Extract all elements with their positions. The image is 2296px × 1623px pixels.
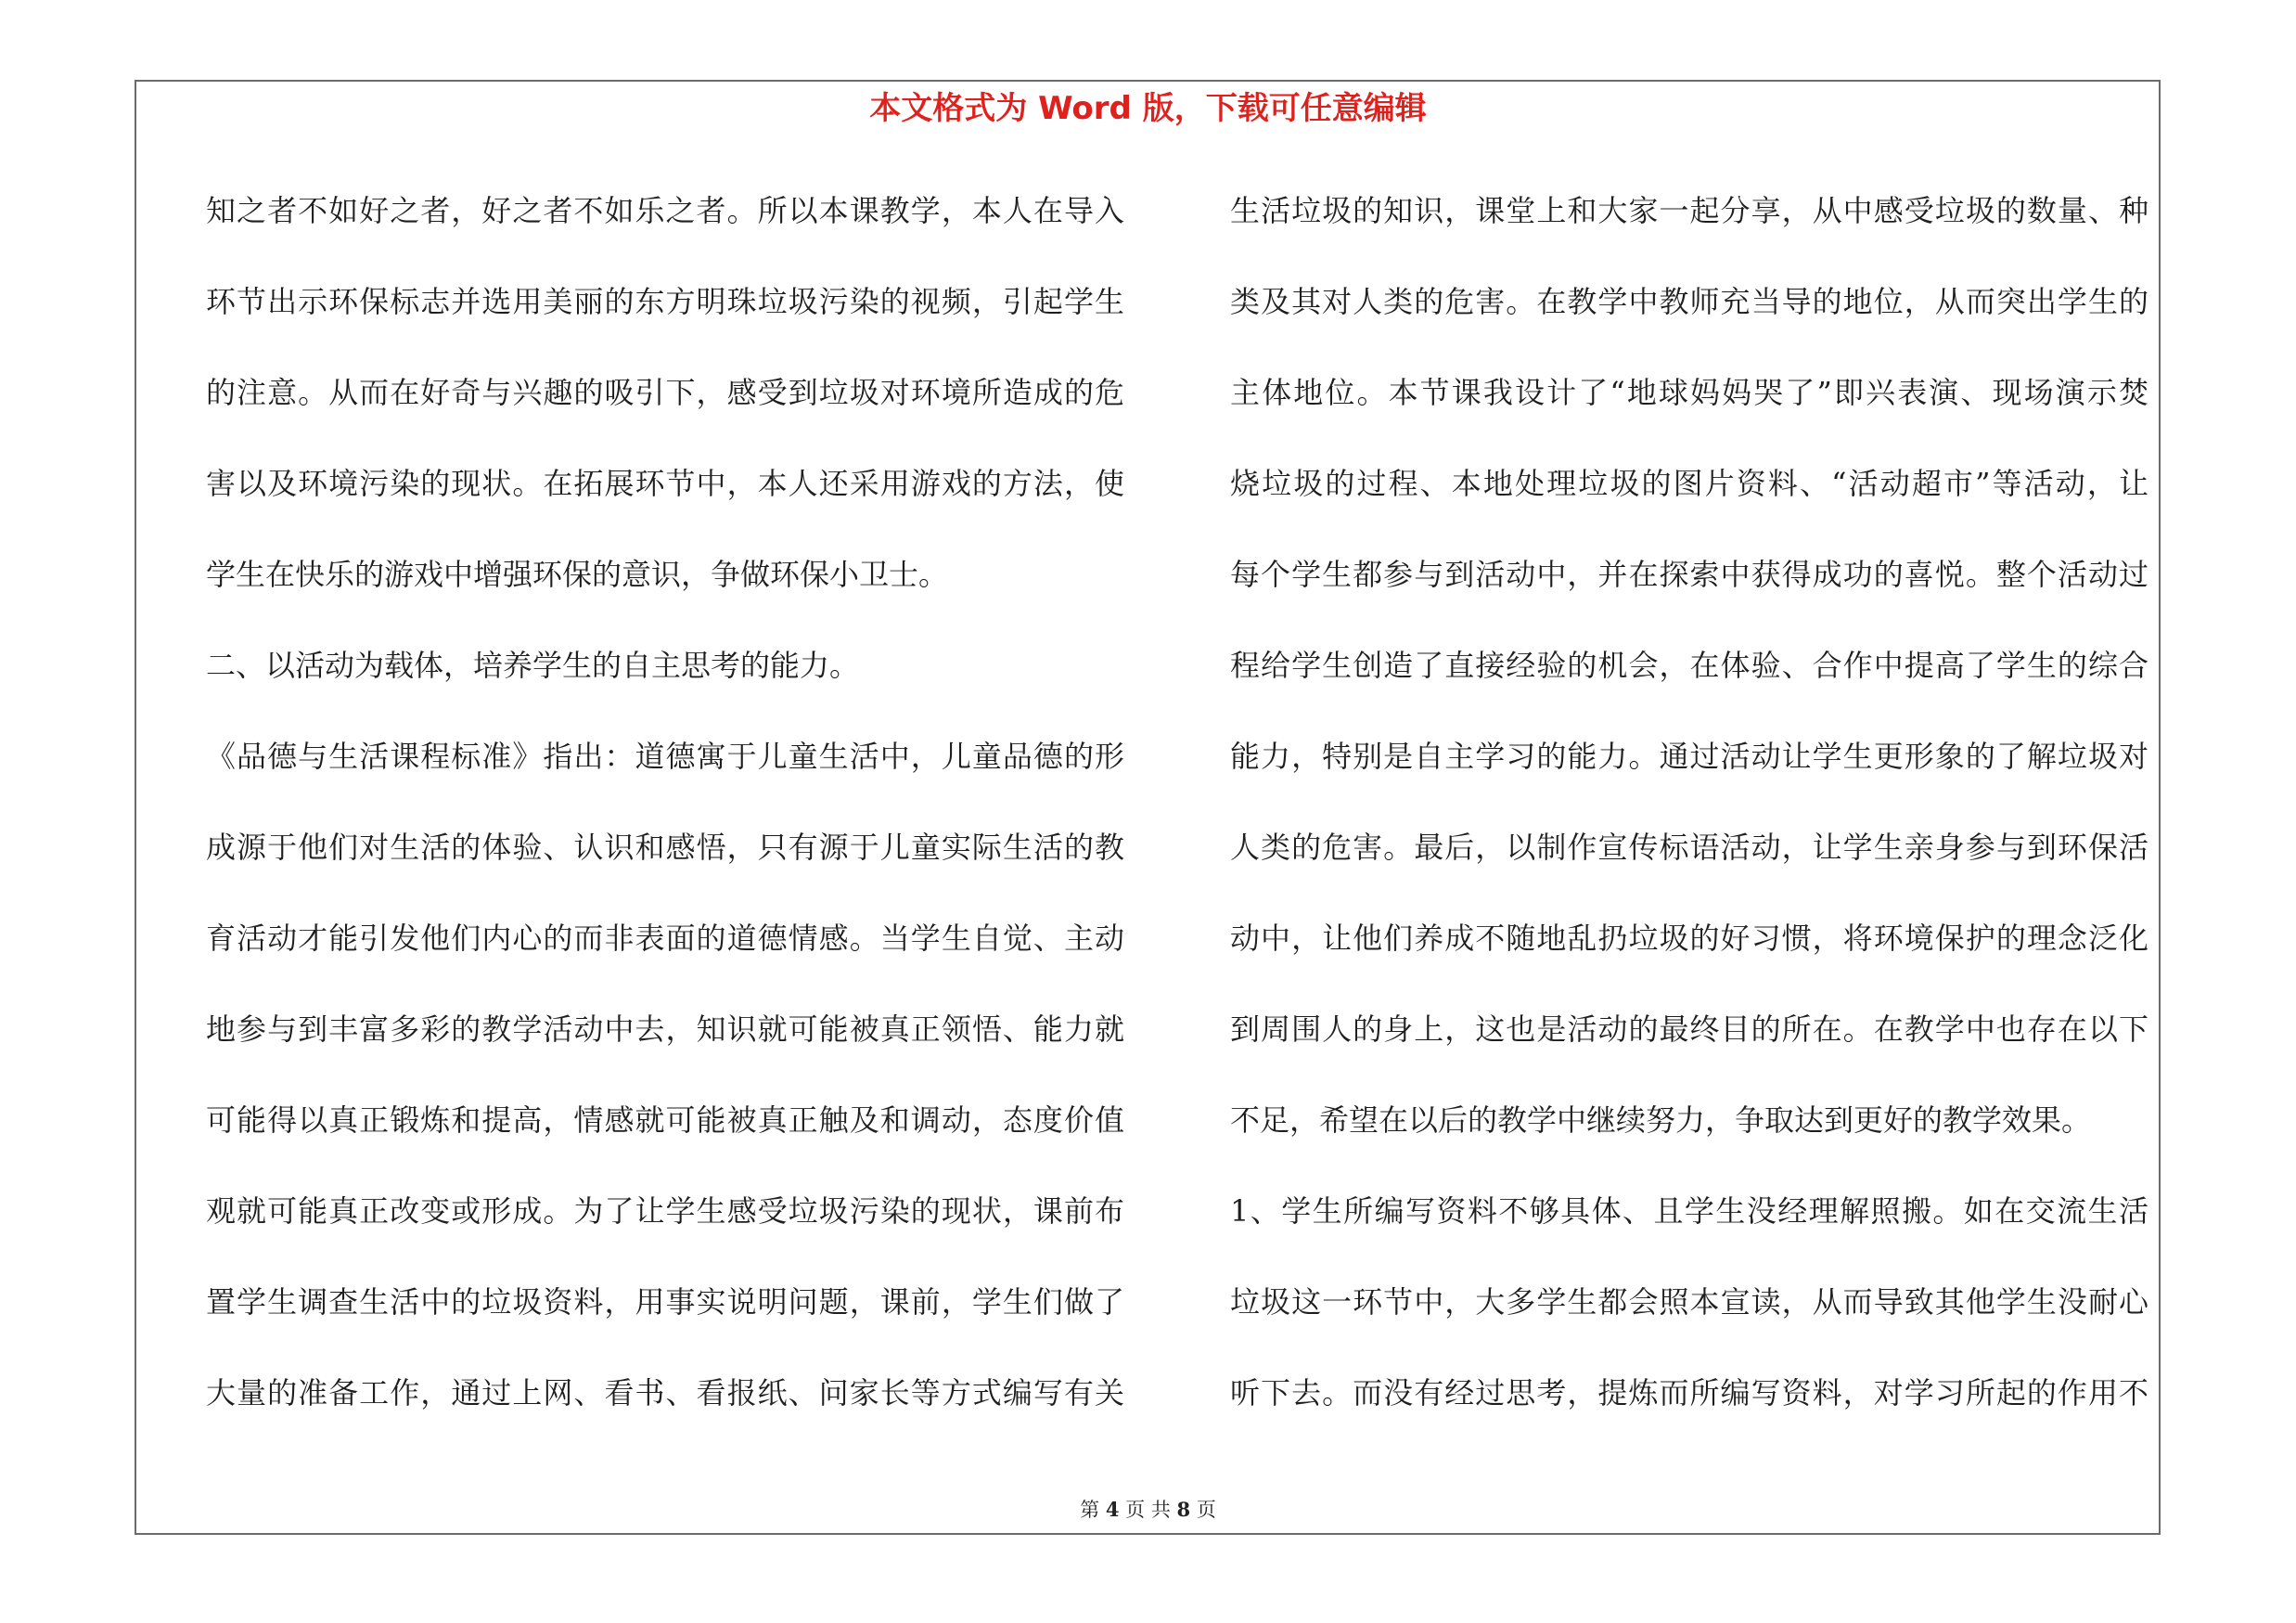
footer-suffix: 页 bbox=[1196, 1499, 1216, 1521]
total-page-count: 8 bbox=[1176, 1498, 1191, 1521]
text-line: 成源于他们对生活的体验、认识和感悟，只有源于儿童实际生活的教 bbox=[206, 830, 1124, 865]
text-line: 每个学生都参与到活动中，并在探索中获得成功的喜悦。整个活动过 bbox=[1230, 557, 2148, 592]
text-line: 害以及环境污染的现状。在拓展环节中，本人还采用游戏的方法，使 bbox=[206, 466, 1124, 501]
text-line: 观就可能真正改变或形成。为了让学生感受垃圾污染的现状，课前布 bbox=[206, 1193, 1124, 1229]
text-line: 大量的准备工作，通过上网、看书、看报纸、问家长等方式编写有关 bbox=[206, 1375, 1124, 1410]
text-line: 烧垃圾的过程、本地处理垃圾的图片资料、“活动超市”等活动，让 bbox=[1230, 466, 2148, 501]
text-line: 听下去。而没有经过思考，提炼而所编写资料，对学习所起的作用不 bbox=[1230, 1375, 2148, 1410]
page-footer bbox=[0, 1496, 2296, 1524]
text-line: 不足，希望在以后的教学中继续努力，争取达到更好的教学效果。 bbox=[1230, 1102, 2092, 1138]
text-line: 育活动才能引发他们内心的而非表面的道德情感。当学生自觉、主动 bbox=[206, 921, 1124, 956]
current-page-number: 4 bbox=[1105, 1498, 1120, 1521]
text-line: 《品德与生活课程标准》指出：道德寓于儿童生活中，儿童品德的形 bbox=[206, 739, 1124, 774]
text-line: 到周围人的身上，这也是活动的最终目的所在。在教学中也存在以下 bbox=[1230, 1011, 2148, 1047]
text-line: 知之者不如好之者，好之者不如乐之者。所以本课教学，本人在导入 bbox=[206, 193, 1124, 228]
footer-middle: 页 共 bbox=[1125, 1499, 1171, 1521]
section-heading: 二、以活动为载体，培养学生的自主思考的能力。 bbox=[206, 648, 860, 683]
right-text-column bbox=[1230, 187, 2148, 1461]
text-line: 的注意。从而在好奇与兴趣的吸引下，感受到垃圾对环境所造成的危 bbox=[206, 375, 1124, 410]
text-line: 环节出示环保标志并选用美丽的东方明珠垃圾污染的视频，引起学生 bbox=[206, 284, 1124, 319]
text-line: 主体地位。本节课我设计了“地球妈妈哭了”即兴表演、现场演示焚 bbox=[1230, 375, 2148, 410]
text-line: 可能得以真正锻炼和提高，情感就可能被真正触及和调动，态度价值 bbox=[206, 1102, 1124, 1138]
footer-prefix: 第 bbox=[1080, 1499, 1100, 1521]
text-line: 地参与到丰富多彩的教学活动中去，知识就可能被真正领悟、能力就 bbox=[206, 1011, 1124, 1047]
text-line: 学生在快乐的游戏中增强环保的意识，争做环保小卫士。 bbox=[206, 557, 949, 592]
text-line: 动中，让他们养成不随地乱扔垃圾的好习惯，将环境保护的理念泛化 bbox=[1230, 921, 2148, 956]
text-line: 垃圾这一环节中，大多学生都会照本宣读，从而导致其他学生没耐心 bbox=[1230, 1284, 2148, 1320]
left-text-column bbox=[206, 187, 1124, 1461]
text-line: 置学生调查生活中的垃圾资料，用事实说明问题，课前，学生们做了 bbox=[206, 1284, 1124, 1320]
text-line: 人类的危害。最后，以制作宣传标语活动，让学生亲身参与到环保活 bbox=[1230, 830, 2148, 865]
text-line: 生活垃圾的知识，课堂上和大家一起分享，从中感受垃圾的数量、种 bbox=[1230, 193, 2148, 228]
text-line: 能力，特别是自主学习的能力。通过活动让学生更形象的了解垃圾对 bbox=[1230, 739, 2148, 774]
word-format-banner: 本文格式为 Word 版，下载可任意编辑 bbox=[869, 90, 1427, 127]
text-line: 类及其对人类的危害。在教学中教师充当导的地位，从而突出学生的 bbox=[1230, 284, 2148, 319]
text-line: 程给学生创造了直接经验的机会，在体验、合作中提高了学生的综合 bbox=[1230, 648, 2148, 683]
list-item: 1、学生所编写资料不够具体、且学生没经理解照搬。如在交流生活 bbox=[1230, 1193, 2148, 1229]
